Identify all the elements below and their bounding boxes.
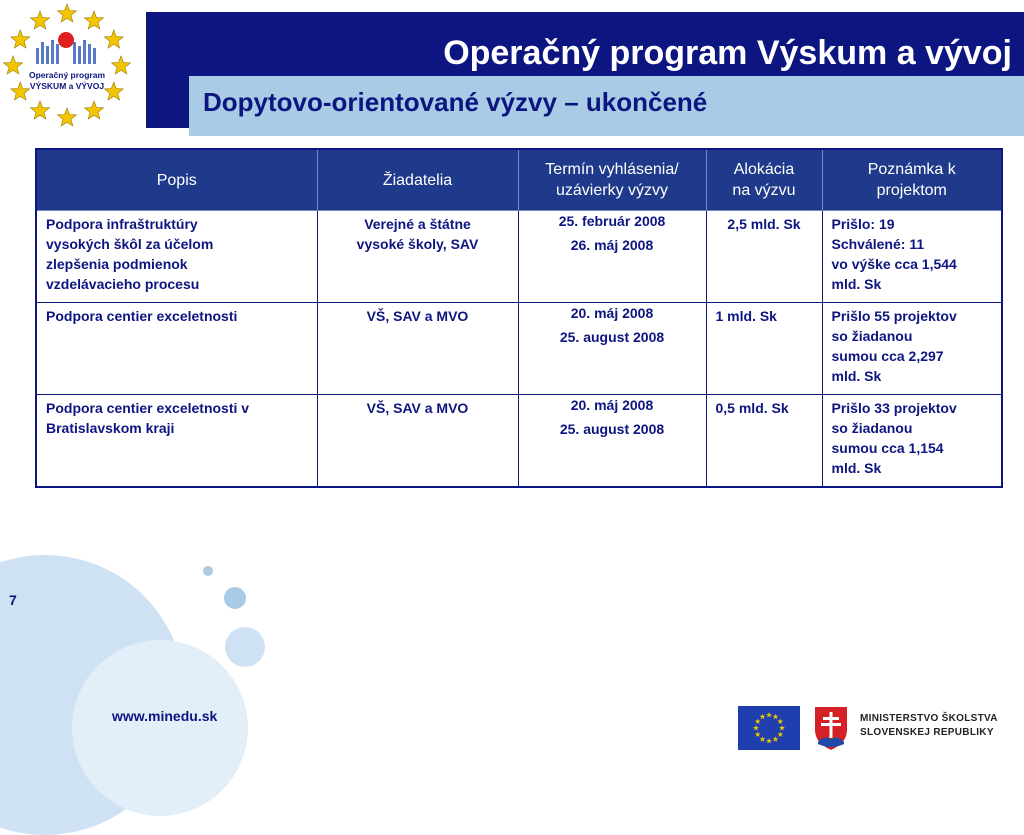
star-icon — [11, 30, 30, 48]
table-row — [36, 211, 1002, 303]
column-header-poznamka: Poznámka k projektom — [822, 149, 1002, 211]
star-icon — [777, 719, 783, 724]
star-icon — [766, 738, 772, 743]
star-icon — [755, 719, 761, 724]
cell-poznamka: Prišlo: 19 Schválené: 11 vo výške cca 1,544 mld. Sk — [822, 211, 1002, 303]
slovak-coat-of-arms-icon — [812, 704, 850, 752]
eu-flag-icon — [738, 706, 800, 750]
star-icon — [112, 56, 131, 74]
cell-alokacia: 1 mld. Sk — [706, 303, 822, 395]
star-icon — [773, 714, 779, 720]
star-icon — [31, 11, 50, 29]
cell-termin: 20. máj 2008 25. august 2008 — [518, 395, 706, 487]
column-header-popis: Popis — [36, 149, 317, 211]
table-row — [36, 303, 1002, 395]
subtitle-bar — [189, 76, 1024, 136]
ministry-label: MINISTERSTVO ŠKOLSTVA SLOVENSKEJ REPUBLIKY — [860, 713, 998, 738]
star-icon — [755, 732, 761, 737]
column-header-termin: Termín vyhlásenia/ uzávierky výzvy — [518, 149, 706, 211]
program-logo — [0, 0, 146, 134]
star-icon — [85, 101, 104, 119]
eu-stars-logo — [0, 0, 146, 134]
star-icon — [11, 82, 30, 100]
star-icon — [58, 4, 77, 22]
star-icon — [4, 56, 23, 74]
cell-ziadatelia: Verejné a štátne vysoké školy, SAV — [317, 211, 518, 303]
cell-ziadatelia: VŠ, SAV a MVO — [317, 303, 518, 395]
website-link[interactable]: www.minedu.sk — [112, 708, 218, 724]
page-title: Operačný program Výskum a vývoj — [443, 34, 1012, 72]
star-icon — [104, 30, 123, 48]
cell-ziadatelia: VŠ, SAV a MVO — [317, 395, 518, 487]
calls-table — [35, 148, 1003, 488]
star-icon — [777, 732, 783, 737]
star-icon — [779, 725, 785, 730]
column-header-alokacia: Alokácia na výzvu — [706, 149, 822, 211]
cell-popis: Podpora infraštruktúry vysokých škôl za účelom zlepšenia podmienok vzdelávacieho procesu — [36, 211, 317, 303]
table-row — [36, 395, 1002, 487]
page-number: 7 — [9, 592, 17, 608]
svg-text:VÝSKUM a VÝVOJ: VÝSKUM a VÝVOJ — [29, 81, 105, 91]
cell-poznamka: Prišlo 55 projektov so žiadanou sumou cca 2,297 mld. Sk — [822, 303, 1002, 395]
deco-circle-tiny — [203, 566, 213, 576]
page-subtitle: Dopytovo-orientované výzvy – ukončené — [203, 87, 708, 117]
star-icon — [760, 714, 766, 720]
cell-termin: 25. február 2008 26. máj 2008 — [518, 211, 706, 303]
table-header-row — [36, 149, 1002, 211]
deco-circle-small — [224, 587, 246, 609]
star-icon — [766, 712, 772, 717]
star-icon — [773, 736, 779, 741]
svg-text:Operačný program: Operačný program — [28, 70, 106, 80]
star-icon — [753, 725, 759, 730]
cell-poznamka: Prišlo 33 projektov so žiadanou sumou cca 1,154 mld. Sk — [822, 395, 1002, 487]
column-header-ziadatelia: Žiadatelia — [317, 149, 518, 211]
cell-popis: Podpora centier exceletnosti v Bratislavskom kraji — [36, 395, 317, 487]
deco-circle-small — [225, 627, 265, 667]
star-icon — [58, 108, 77, 126]
star-icon — [85, 11, 104, 29]
cell-popis: Podpora centier exceletnosti — [36, 303, 317, 395]
cell-alokacia: 2,5 mld. Sk — [706, 211, 822, 303]
star-icon — [760, 736, 766, 741]
star-icon — [31, 101, 50, 119]
star-icon — [104, 82, 123, 100]
cell-alokacia: 0,5 mld. Sk — [706, 395, 822, 487]
cell-termin: 20. máj 2008 25. august 2008 — [518, 303, 706, 395]
deco-circle-medium — [72, 640, 248, 816]
